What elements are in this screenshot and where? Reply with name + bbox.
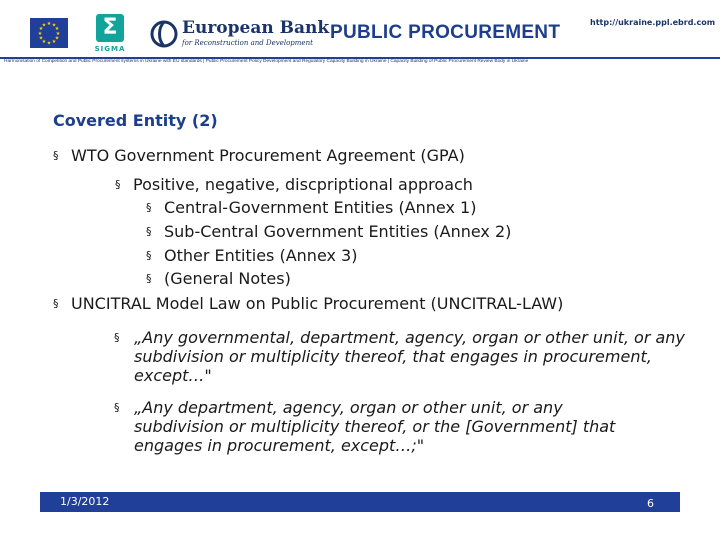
program-title: PUBLIC PROCUREMENT — [330, 22, 561, 43]
bullet-marker: § — [146, 272, 152, 285]
quote-block — [114, 398, 694, 458]
svg-text:★: ★ — [55, 31, 61, 37]
ebrd-subtitle: for Reconstruction and Development — [182, 39, 313, 47]
svg-text:★: ★ — [54, 35, 60, 42]
ebrd-logo-icon — [150, 20, 178, 48]
bullet-marker: § — [146, 249, 152, 262]
svg-text:★: ★ — [38, 26, 44, 32]
svg-text:★: ★ — [41, 22, 47, 29]
svg-text:★: ★ — [46, 40, 52, 47]
svg-text:★: ★ — [37, 31, 43, 37]
quote-text: „Any department, agency, organ or other unit, or any subdivision or multiplicity thereof, or the [Government] that engages in procurement, except…;" — [134, 398, 616, 455]
quote-text: „Any governmental, department, agency, organ or other unit, or any subdivision or multiplicity thereof, that engages in procurement, except…" — [134, 328, 685, 385]
sigma-logo — [92, 14, 128, 56]
list-item — [146, 269, 291, 289]
list-item-text: Other Entities (Annex 3) — [164, 246, 358, 265]
header-tagline: Harmonisation of Competition and Public Procurement systems in Ukraine with EU standards | Public Procurement Policy Development and Regulatory Capacity Building in Ukraine | Capacity Building of Public Procurement Review Body in Ukraine — [4, 59, 529, 64]
bullet-marker: § — [146, 201, 152, 214]
svg-text:★: ★ — [54, 26, 60, 32]
sigma-label: SIGMA — [94, 45, 126, 53]
list-item — [115, 175, 473, 195]
eu-flag-icon — [30, 18, 68, 48]
bullet-marker: § — [114, 401, 120, 414]
list-item — [53, 294, 563, 314]
list-item-text: Positive, negative, discpriptional approach — [133, 175, 473, 194]
svg-text:★: ★ — [51, 22, 57, 29]
footer-date: 1/3/2012 — [60, 495, 110, 508]
list-item — [146, 198, 476, 218]
bullet-marker: § — [53, 149, 59, 162]
svg-text:★: ★ — [46, 21, 52, 27]
page-number: 6 — [647, 497, 654, 510]
list-item-text: (General Notes) — [164, 269, 291, 288]
list-item-text: Sub-Central Government Entities (Annex 2) — [164, 222, 512, 241]
bullet-marker: § — [115, 178, 121, 191]
header-bar — [0, 0, 720, 70]
list-item-text: UNCITRAL Model Law on Public Procurement (UNCITRAL-LAW) — [71, 294, 564, 313]
list-item-text: Central-Government Entities (Annex 1) — [164, 198, 477, 217]
list-item — [53, 146, 465, 166]
quote-block — [114, 328, 694, 388]
bullet-marker: § — [114, 331, 120, 344]
footer-bar — [40, 492, 680, 512]
svg-text:★: ★ — [41, 39, 47, 45]
list-item — [146, 246, 357, 266]
ebrd-name: European Bank — [182, 18, 330, 38]
bullet-marker: § — [146, 225, 152, 238]
sigma-icon: Σ — [96, 14, 124, 42]
project-url[interactable]: http://ukraine.ppl.ebrd.com — [590, 18, 716, 27]
svg-text:★: ★ — [51, 39, 57, 45]
list-item — [146, 222, 511, 242]
bullet-marker: § — [53, 297, 59, 310]
list-item-text: WTO Government Procurement Agreement (GPA) — [71, 146, 465, 165]
svg-text:★: ★ — [38, 35, 44, 42]
slide-title: Covered Entity (2) — [53, 111, 218, 130]
